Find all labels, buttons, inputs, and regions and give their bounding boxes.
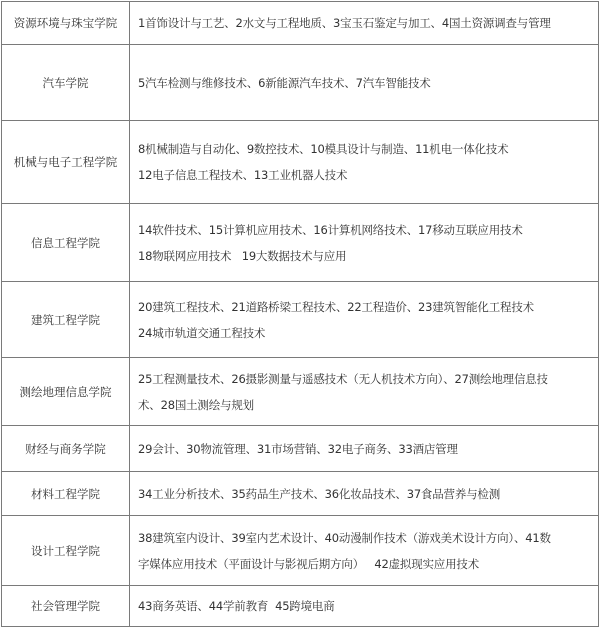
table-row bbox=[2, 45, 599, 121]
majors-list bbox=[130, 586, 599, 627]
table-row bbox=[2, 121, 599, 204]
majors-line: 8机械制造与自动化、9数控技术、10模具设计与制造、11机电一体化技术 bbox=[138, 142, 509, 156]
majors-line: 5汽车检测与维修技术、6新能源汽车技术、7汽车智能技术 bbox=[138, 75, 431, 90]
majors-line: 1首饰设计与工艺、2水文与工程地质、3宝玉石鉴定与加工、4国土资源调查与管理 bbox=[138, 16, 551, 30]
majors-line: 20建筑工程技术、21道路桥梁工程技术、22工程造价、23建筑智能化工程技术 bbox=[138, 299, 534, 314]
college-name: 信息工程学院 bbox=[2, 204, 130, 282]
majors-line: 38建筑室内设计、39室内艺术设计、40动漫制作技术（游戏美术设计方向）、41数 bbox=[138, 530, 551, 545]
table-row bbox=[2, 282, 599, 358]
college-name: 测绘地理信息学院 bbox=[2, 358, 130, 426]
majors-list bbox=[130, 2, 599, 45]
majors-list bbox=[130, 516, 599, 586]
majors-line: 18物联网应用技术 19大数据技术与应用 bbox=[138, 248, 347, 263]
college-name: 机械与电子工程学院 bbox=[2, 121, 130, 204]
majors-line: 字媒体应用技术（平面设计与影视后期方向） 42虚拟现实应用技术 bbox=[138, 556, 479, 571]
majors-list bbox=[130, 358, 599, 426]
college-name: 建筑工程学院 bbox=[2, 282, 130, 358]
college-name: 材料工程学院 bbox=[2, 472, 130, 516]
majors-list bbox=[130, 45, 599, 121]
majors-list bbox=[130, 121, 599, 204]
majors-line: 34工业分析技术、35药品生产技术、36化妆品技术、37食品营养与检测 bbox=[138, 486, 501, 501]
college-name: 社会管理学院 bbox=[2, 586, 130, 627]
college-name: 设计工程学院 bbox=[2, 516, 130, 586]
table-row bbox=[2, 472, 599, 516]
majors-list bbox=[130, 282, 599, 358]
majors-line: 术、28国土测绘与规划 bbox=[138, 397, 254, 412]
majors-line: 12电子信息工程技术、13工业机器人技术 bbox=[138, 168, 348, 182]
majors-list bbox=[130, 426, 599, 472]
table-row bbox=[2, 516, 599, 586]
majors-line: 14软件技术、15计算机应用技术、16计算机网络技术、17移动互联应用技术 bbox=[138, 222, 523, 237]
majors-line: 43商务英语、44学前教育 45跨境电商 bbox=[138, 599, 335, 613]
table-row bbox=[2, 2, 599, 45]
college-majors-table bbox=[1, 1, 599, 627]
college-name: 资源环境与珠宝学院 bbox=[2, 2, 130, 45]
table-row bbox=[2, 586, 599, 627]
majors-line: 24城市轨道交通工程技术 bbox=[138, 325, 266, 340]
college-name: 财经与商务学院 bbox=[2, 426, 130, 472]
college-name: 汽车学院 bbox=[2, 45, 130, 121]
table-row bbox=[2, 204, 599, 282]
majors-line: 25工程测量技术、26摄影测量与遥感技术（无人机技术方向）、27测绘地理信息技 bbox=[138, 371, 548, 386]
majors-list bbox=[130, 472, 599, 516]
majors-line: 29会计、30物流管理、31市场营销、32电子商务、33酒店管理 bbox=[138, 441, 458, 456]
majors-list bbox=[130, 204, 599, 282]
table-row bbox=[2, 358, 599, 426]
table-row bbox=[2, 426, 599, 472]
